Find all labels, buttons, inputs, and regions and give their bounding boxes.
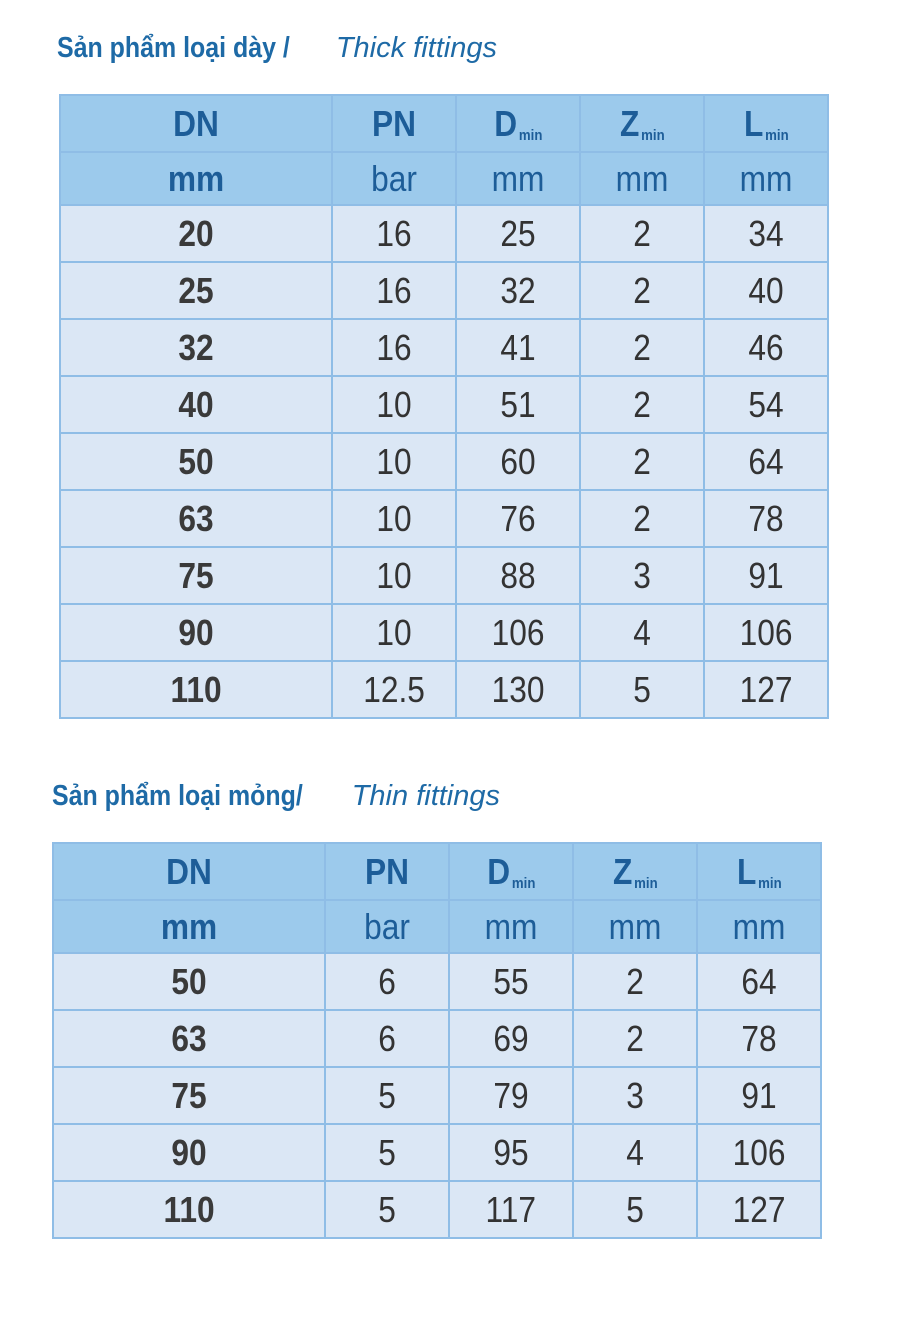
cell-z bbox=[580, 262, 704, 319]
cell-value: 10 bbox=[376, 497, 412, 539]
cell-value: 40 bbox=[748, 269, 784, 311]
cell-d bbox=[449, 1124, 573, 1181]
cell-pn bbox=[325, 1124, 449, 1181]
col-header-symbol: PN bbox=[364, 850, 409, 892]
cell-l bbox=[704, 604, 828, 661]
cell-z bbox=[573, 1010, 697, 1067]
col-unit-label: mm bbox=[160, 905, 218, 947]
table-row bbox=[53, 1067, 821, 1124]
table-row bbox=[60, 205, 828, 262]
cell-pn bbox=[332, 661, 456, 718]
cell-value: 10 bbox=[376, 383, 412, 425]
cell-value: 32 bbox=[178, 326, 214, 368]
cell-z bbox=[580, 376, 704, 433]
cell-pn bbox=[325, 1067, 449, 1124]
col-unit-l bbox=[697, 900, 821, 953]
cell-value: 46 bbox=[748, 326, 784, 368]
cell-value: 10 bbox=[376, 440, 412, 482]
cell-value: 110 bbox=[163, 1188, 215, 1230]
cell-value: 2 bbox=[633, 326, 651, 368]
cell-value: 2 bbox=[626, 960, 644, 1002]
cell-pn bbox=[332, 547, 456, 604]
table-row bbox=[60, 490, 828, 547]
col-header-label bbox=[744, 103, 789, 145]
col-header-subscript: min bbox=[757, 874, 782, 892]
col-header-pn bbox=[332, 95, 456, 152]
cell-value: 5 bbox=[378, 1188, 396, 1230]
col-header-subscript: min bbox=[640, 126, 665, 144]
col-unit-label: bar bbox=[364, 905, 410, 947]
cell-z bbox=[580, 661, 704, 718]
col-header-dn bbox=[53, 843, 325, 900]
cell-l bbox=[704, 547, 828, 604]
cell-pn bbox=[332, 376, 456, 433]
cell-value: 51 bbox=[500, 383, 536, 425]
cell-value: 10 bbox=[376, 611, 412, 653]
cell-value: 91 bbox=[748, 554, 784, 596]
cell-l bbox=[697, 1124, 821, 1181]
cell-dn bbox=[60, 205, 332, 262]
col-header-label bbox=[372, 103, 416, 145]
cell-value: 4 bbox=[633, 611, 651, 653]
cell-value: 54 bbox=[748, 383, 784, 425]
cell-value: 106 bbox=[732, 1131, 786, 1173]
cell-z bbox=[573, 953, 697, 1010]
cell-value: 2 bbox=[633, 440, 651, 482]
col-unit-label: bar bbox=[371, 157, 417, 199]
cell-dn bbox=[60, 319, 332, 376]
thin-fittings-title-en: Thin fittings bbox=[351, 780, 501, 812]
cell-value: 90 bbox=[171, 1131, 207, 1173]
col-unit-label: mm bbox=[732, 905, 786, 947]
cell-d bbox=[456, 490, 580, 547]
cell-d bbox=[456, 433, 580, 490]
cell-d bbox=[456, 661, 580, 718]
header-row bbox=[53, 843, 821, 900]
cell-value: 69 bbox=[493, 1017, 529, 1059]
col-unit-z bbox=[580, 152, 704, 205]
unit-row bbox=[53, 900, 821, 953]
col-unit-label: mm bbox=[491, 157, 545, 199]
cell-dn bbox=[60, 433, 332, 490]
col-header-z bbox=[580, 95, 704, 152]
cell-dn bbox=[53, 1124, 325, 1181]
cell-d bbox=[456, 376, 580, 433]
cell-value: 20 bbox=[178, 212, 214, 254]
cell-value: 3 bbox=[626, 1074, 644, 1116]
table-row bbox=[53, 1010, 821, 1067]
cell-value: 3 bbox=[633, 554, 651, 596]
col-unit-pn bbox=[325, 900, 449, 953]
table-row bbox=[53, 1124, 821, 1181]
cell-dn bbox=[53, 1181, 325, 1238]
cell-value: 50 bbox=[171, 960, 207, 1002]
cell-value: 6 bbox=[378, 960, 396, 1002]
table-row bbox=[60, 604, 828, 661]
col-header-symbol: L bbox=[743, 102, 764, 144]
col-header-label bbox=[737, 851, 782, 893]
thin-fittings-table bbox=[52, 842, 822, 1239]
col-unit-dn bbox=[53, 900, 325, 953]
cell-d bbox=[456, 262, 580, 319]
col-header-symbol: D bbox=[493, 102, 517, 144]
cell-value: 2 bbox=[633, 212, 651, 254]
cell-dn bbox=[60, 262, 332, 319]
cell-value: 75 bbox=[171, 1074, 207, 1116]
cell-value: 40 bbox=[178, 383, 214, 425]
col-header-d bbox=[456, 95, 580, 152]
col-header-subscript: min bbox=[511, 874, 536, 892]
cell-value: 16 bbox=[376, 326, 412, 368]
cell-z bbox=[573, 1124, 697, 1181]
cell-value: 117 bbox=[485, 1188, 537, 1230]
col-header-symbol: PN bbox=[371, 102, 416, 144]
cell-value: 106 bbox=[739, 611, 793, 653]
cell-value: 90 bbox=[178, 611, 214, 653]
col-header-symbol: DN bbox=[173, 102, 219, 144]
cell-value: 64 bbox=[748, 440, 784, 482]
col-header-label bbox=[487, 851, 535, 893]
cell-dn bbox=[60, 547, 332, 604]
thin-fittings-title bbox=[52, 780, 500, 813]
col-header-d bbox=[449, 843, 573, 900]
cell-value: 6 bbox=[378, 1017, 396, 1059]
cell-z bbox=[580, 547, 704, 604]
table-row bbox=[60, 433, 828, 490]
cell-value: 79 bbox=[493, 1074, 529, 1116]
cell-dn bbox=[60, 376, 332, 433]
cell-z bbox=[580, 433, 704, 490]
col-header-pn bbox=[325, 843, 449, 900]
cell-value: 25 bbox=[500, 212, 536, 254]
cell-l bbox=[704, 205, 828, 262]
cell-value: 5 bbox=[378, 1074, 396, 1116]
cell-dn bbox=[60, 661, 332, 718]
cell-value: 16 bbox=[376, 212, 412, 254]
col-unit-label: mm bbox=[167, 157, 225, 199]
cell-l bbox=[704, 490, 828, 547]
cell-d bbox=[449, 1010, 573, 1067]
cell-d bbox=[456, 604, 580, 661]
table-row bbox=[53, 953, 821, 1010]
table-row bbox=[53, 1181, 821, 1238]
cell-pn bbox=[332, 262, 456, 319]
cell-value: 63 bbox=[178, 497, 214, 539]
cell-value: 110 bbox=[170, 668, 222, 710]
col-header-subscript: min bbox=[764, 126, 789, 144]
cell-value: 32 bbox=[500, 269, 536, 311]
col-header-label bbox=[494, 103, 542, 145]
col-header-dn bbox=[60, 95, 332, 152]
cell-value: 2 bbox=[633, 497, 651, 539]
cell-d bbox=[456, 319, 580, 376]
cell-dn bbox=[60, 604, 332, 661]
col-header-symbol: Z bbox=[612, 850, 633, 892]
col-header-symbol: L bbox=[736, 850, 757, 892]
cell-pn bbox=[332, 433, 456, 490]
cell-z bbox=[573, 1181, 697, 1238]
col-header-symbol: DN bbox=[166, 850, 212, 892]
cell-value: 5 bbox=[633, 668, 651, 710]
cell-value: 10 bbox=[376, 554, 412, 596]
cell-value: 34 bbox=[748, 212, 784, 254]
cell-l bbox=[697, 1067, 821, 1124]
col-header-z bbox=[573, 843, 697, 900]
col-unit-label: mm bbox=[484, 905, 538, 947]
header-row bbox=[60, 95, 828, 152]
cell-pn bbox=[332, 490, 456, 547]
cell-value: 60 bbox=[500, 440, 536, 482]
cell-value: 91 bbox=[741, 1074, 777, 1116]
cell-value: 5 bbox=[626, 1188, 644, 1230]
table-row bbox=[60, 262, 828, 319]
cell-value: 12.5 bbox=[363, 668, 425, 710]
cell-value: 88 bbox=[500, 554, 536, 596]
col-header-l bbox=[704, 95, 828, 152]
cell-l bbox=[704, 376, 828, 433]
thick-fittings-table bbox=[59, 94, 829, 719]
cell-pn bbox=[332, 205, 456, 262]
cell-d bbox=[449, 1181, 573, 1238]
col-unit-pn bbox=[332, 152, 456, 205]
cell-value: 2 bbox=[633, 383, 651, 425]
cell-pn bbox=[332, 604, 456, 661]
cell-l bbox=[704, 319, 828, 376]
col-unit-d bbox=[449, 900, 573, 953]
col-unit-dn bbox=[60, 152, 332, 205]
thick-fittings-title bbox=[57, 32, 497, 65]
cell-value: 127 bbox=[732, 1188, 786, 1230]
cell-z bbox=[580, 490, 704, 547]
cell-value: 2 bbox=[626, 1017, 644, 1059]
col-header-symbol: D bbox=[486, 850, 510, 892]
col-unit-label: mm bbox=[608, 905, 662, 947]
col-header-symbol: Z bbox=[619, 102, 640, 144]
col-header-subscript: min bbox=[633, 874, 658, 892]
cell-pn bbox=[325, 1010, 449, 1067]
table-body bbox=[53, 953, 821, 1238]
table-body bbox=[60, 205, 828, 718]
col-unit-l bbox=[704, 152, 828, 205]
cell-dn bbox=[53, 953, 325, 1010]
cell-value: 95 bbox=[493, 1131, 529, 1173]
cell-value: 76 bbox=[500, 497, 536, 539]
cell-d bbox=[449, 1067, 573, 1124]
thick-fittings-title-vi: Sản phẩm loại dày / bbox=[57, 32, 290, 64]
col-header-label bbox=[620, 103, 665, 145]
col-unit-label: mm bbox=[615, 157, 669, 199]
cell-value: 130 bbox=[491, 668, 545, 710]
cell-z bbox=[580, 604, 704, 661]
cell-value: 63 bbox=[171, 1017, 207, 1059]
cell-l bbox=[704, 433, 828, 490]
cell-d bbox=[449, 953, 573, 1010]
thick-fittings-title-en: Thick fittings bbox=[335, 32, 497, 64]
cell-pn bbox=[325, 1181, 449, 1238]
table-row bbox=[60, 547, 828, 604]
cell-l bbox=[697, 1010, 821, 1067]
unit-row bbox=[60, 152, 828, 205]
cell-dn bbox=[60, 490, 332, 547]
cell-z bbox=[580, 205, 704, 262]
table-row bbox=[60, 376, 828, 433]
table-row bbox=[60, 661, 828, 718]
cell-value: 2 bbox=[633, 269, 651, 311]
cell-value: 78 bbox=[748, 497, 784, 539]
col-unit-d bbox=[456, 152, 580, 205]
cell-pn bbox=[332, 319, 456, 376]
col-header-l bbox=[697, 843, 821, 900]
col-header-label bbox=[173, 103, 219, 145]
col-unit-z bbox=[573, 900, 697, 953]
col-unit-label: mm bbox=[739, 157, 793, 199]
col-header-label bbox=[166, 851, 212, 893]
cell-value: 64 bbox=[741, 960, 777, 1002]
cell-value: 4 bbox=[626, 1131, 644, 1173]
col-header-label bbox=[365, 851, 409, 893]
cell-d bbox=[456, 205, 580, 262]
cell-dn bbox=[53, 1010, 325, 1067]
cell-value: 55 bbox=[493, 960, 529, 1002]
cell-z bbox=[573, 1067, 697, 1124]
cell-value: 106 bbox=[491, 611, 545, 653]
cell-value: 75 bbox=[178, 554, 214, 596]
cell-value: 127 bbox=[739, 668, 793, 710]
cell-d bbox=[456, 547, 580, 604]
col-header-label bbox=[613, 851, 658, 893]
col-header-subscript: min bbox=[518, 126, 543, 144]
thin-fittings-title-vi: Sản phẩm loại mỏng/ bbox=[52, 780, 303, 812]
cell-value: 5 bbox=[378, 1131, 396, 1173]
cell-dn bbox=[53, 1067, 325, 1124]
cell-value: 78 bbox=[741, 1017, 777, 1059]
cell-value: 50 bbox=[178, 440, 214, 482]
table-row bbox=[60, 319, 828, 376]
cell-value: 41 bbox=[500, 326, 536, 368]
cell-value: 25 bbox=[178, 269, 214, 311]
cell-value: 16 bbox=[376, 269, 412, 311]
cell-l bbox=[704, 661, 828, 718]
cell-l bbox=[704, 262, 828, 319]
cell-pn bbox=[325, 953, 449, 1010]
cell-z bbox=[580, 319, 704, 376]
cell-l bbox=[697, 1181, 821, 1238]
cell-l bbox=[697, 953, 821, 1010]
